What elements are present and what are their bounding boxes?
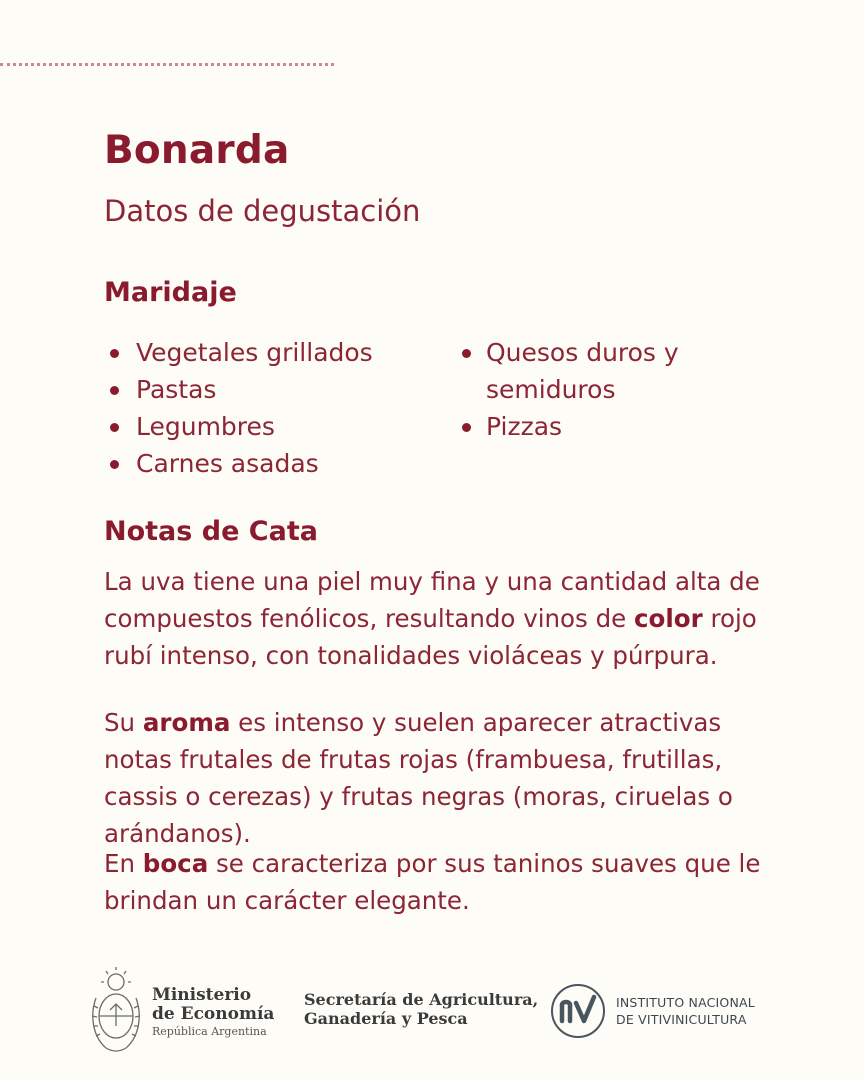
note-keyword: boca (142, 849, 209, 878)
bullet-icon (462, 423, 471, 432)
bullet-icon (110, 349, 119, 358)
notas-heading: Notas de Cata (104, 516, 318, 547)
inv-line1: INSTITUTO NACIONAL (616, 995, 755, 1010)
pairing-item-label: Legumbres (136, 412, 275, 441)
note-text: es intenso y suelen aparecer atractivas notas frutales de frutas rojas (frambuesa, frutillas, cassis o cerezas) y frutas negras (moras, ciruelas o arándanos). (104, 708, 733, 848)
pairing-item-label: Pastas (136, 375, 217, 404)
secretaria-line1: Secretaría de Agricultura, (304, 990, 539, 1009)
secretaria-logo-text (304, 990, 538, 1028)
tasting-note-color (104, 563, 784, 674)
list-item (460, 408, 760, 445)
note-text: En (104, 849, 143, 878)
note-keyword: color (634, 604, 703, 633)
note-text: La uva tiene una piel muy fina y una cantidad alta de compuestos fenólicos, resultando vinos de (104, 567, 760, 633)
note-text: Su (104, 708, 143, 737)
pairing-list-left (108, 334, 438, 482)
pairing-item-label: Vegetales grillados (136, 338, 373, 367)
pairing-item-label: Quesos duros y semiduros (486, 338, 679, 404)
inv-logo-text (616, 994, 755, 1028)
tasting-note-aroma (104, 704, 784, 852)
ministerio-logo-text (152, 986, 274, 1039)
maridaje-heading: Maridaje (104, 277, 237, 308)
ministerio-line1: Ministerio (152, 985, 252, 1005)
bullet-icon (110, 423, 119, 432)
secretaria-line2: Ganadería y Pesca (304, 1009, 468, 1028)
inv-logo-icon (550, 983, 606, 1039)
list-item (108, 408, 438, 445)
list-item (108, 445, 438, 482)
list-item (460, 334, 760, 408)
pairing-item-label: Pizzas (486, 412, 563, 441)
page-subtitle: Datos de degustación (104, 194, 421, 228)
inv-line2: DE VITIVINICULTURA (616, 1012, 747, 1027)
note-text: se caracteriza por sus taninos suaves que le brindan un carácter elegante. (104, 849, 761, 915)
note-keyword: aroma (142, 708, 231, 737)
bullet-icon (110, 386, 119, 395)
list-item (108, 371, 438, 408)
pairing-item-label: Carnes asadas (136, 449, 319, 478)
ministerio-line2: de Economía (152, 1004, 275, 1024)
bullet-icon (462, 349, 471, 358)
tasting-note-boca (104, 845, 784, 919)
list-item (108, 334, 438, 371)
bullet-icon (110, 460, 119, 469)
dotted-divider (0, 63, 334, 66)
argentina-coat-of-arms-icon (88, 966, 144, 1054)
pairing-list-right (460, 334, 760, 445)
ministerio-line3: República Argentina (152, 1025, 267, 1038)
page-title: Bonarda (104, 128, 290, 173)
footer-logos (0, 960, 864, 1060)
note-text: rojo rubí intenso, con tonalidades violáceas y púrpura. (104, 604, 757, 670)
